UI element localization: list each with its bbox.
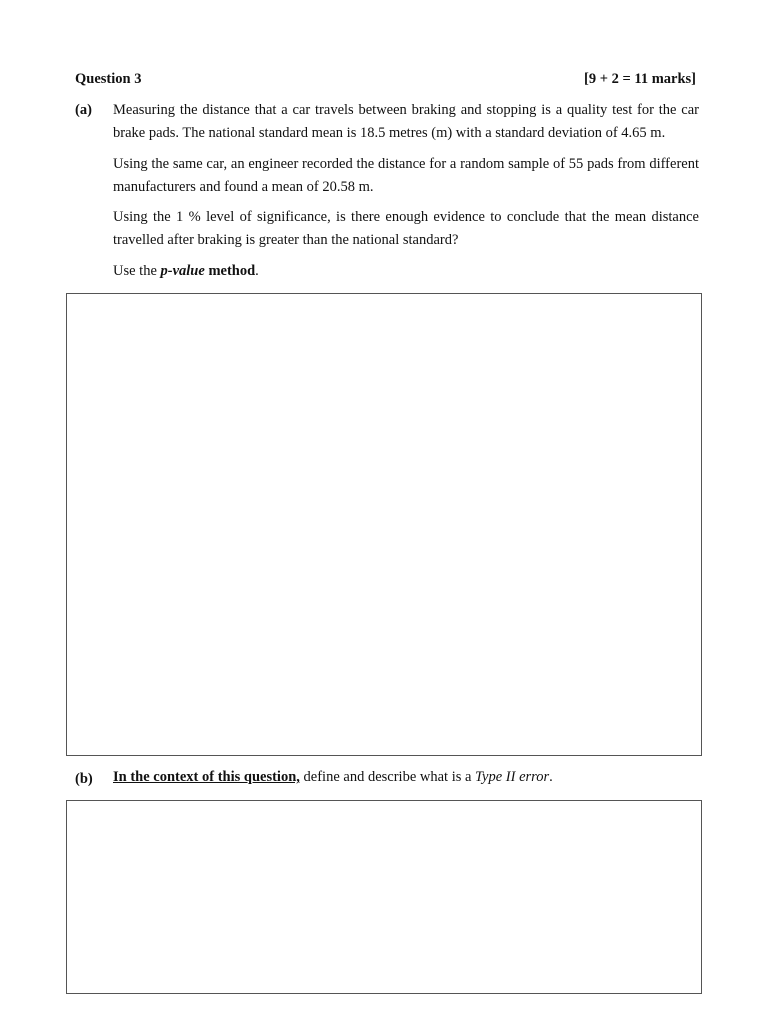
- part-a-paragraph-2: Using the same car, an engineer recorded the distance for a random sample of 55 pads from different manufacturers and found a mean of 20.58 m.: [113, 156, 699, 195]
- instruction-method: p-value: [160, 263, 205, 279]
- part-b-label: (b): [75, 771, 93, 787]
- part-a-paragraph-1: Measuring the distance that a car travels between braking and stopping is a quality test for the car brake pads. The national standard mean is 18.5 metres (m) with a standard deviation of 4.65 m.: [113, 102, 699, 141]
- part-a-paragraph-3: Using the 1 % level of significance, is there enough evidence to conclude that the mean distance travelled after braking is greater than the national standard?: [113, 209, 699, 248]
- instruction-end: .: [255, 263, 259, 279]
- question-title: Question 3: [75, 71, 142, 87]
- part-b-context: In the context of this question,: [113, 769, 300, 785]
- part-b-end: .: [549, 769, 553, 785]
- part-b-question: [113, 769, 553, 786]
- instruction-suffix: method: [204, 263, 256, 279]
- answer-box-part-a[interactable]: [66, 293, 702, 756]
- part-a-label: (a): [75, 102, 92, 118]
- instruction-prefix: Use the: [113, 263, 161, 279]
- question-header: [75, 71, 696, 91]
- question-marks: [9 + 2 = 11 marks]: [584, 71, 696, 87]
- answer-box-part-b[interactable]: [66, 800, 702, 994]
- part-b-text: define and describe what is a: [299, 769, 476, 785]
- part-b-term: Type II error: [475, 769, 550, 785]
- part-a-instruction: [113, 260, 699, 283]
